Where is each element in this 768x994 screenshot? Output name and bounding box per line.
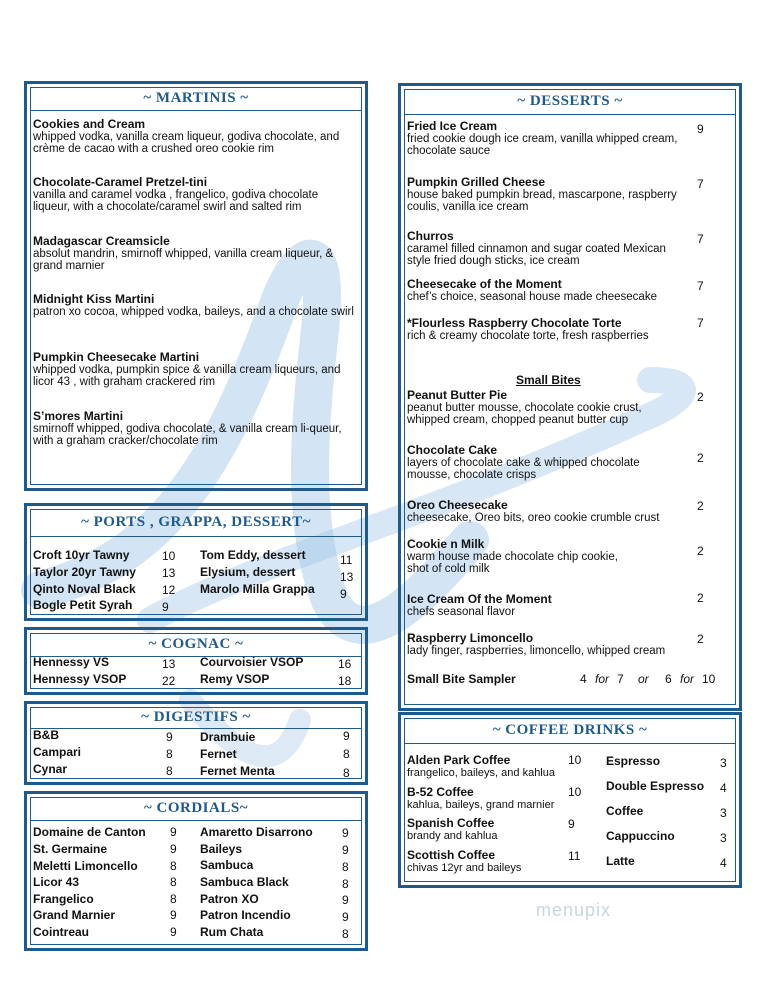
item-desc: chivas 12yr and baileys xyxy=(407,861,522,874)
dessert-price: 7 xyxy=(697,177,704,191)
martini-item xyxy=(33,118,355,156)
martini-item xyxy=(33,410,355,448)
sampler-qty-a: 4 xyxy=(580,672,587,686)
cordial-name: Licor 43 xyxy=(33,875,80,889)
coffee-price: 4 xyxy=(720,781,727,795)
item-desc: layers of chocolate cake & whipped chocolate mousse, chocolate crisps xyxy=(407,456,640,481)
item-name: Chocolate Cake xyxy=(407,443,498,457)
item-name: Midnight Kiss Martini xyxy=(33,292,155,306)
digestif-price: 8 xyxy=(166,747,173,761)
cordial-price: 9 xyxy=(342,843,349,857)
cordials-title: ~ CORDIALS~ xyxy=(143,800,249,816)
coffee-item xyxy=(407,786,577,811)
cordial-name: Baileys xyxy=(200,842,243,856)
sampler-for-2: for xyxy=(680,672,695,686)
martini-item xyxy=(33,176,355,214)
digestifs-section xyxy=(24,701,368,785)
item-name: Pumpkin Grilled Cheese xyxy=(407,175,546,189)
digestif-price: 8 xyxy=(343,766,350,780)
item-name: Fried Ice Cream xyxy=(407,119,498,133)
cordial-price: 8 xyxy=(170,892,177,906)
cognac-name: Hennessy VS xyxy=(33,655,110,669)
item-name: Raspberry Limoncello xyxy=(407,631,534,645)
coffee-price: 4 xyxy=(720,856,727,870)
small-bite-item xyxy=(407,389,657,427)
cordial-price: 8 xyxy=(342,860,349,874)
item-desc: vanilla and caramel vodka , frangelico, godiva chocolate liqueur, with a chocolate/caramel swirl and salted rim xyxy=(33,188,319,213)
martinis-title: ~ MARTINIS ~ xyxy=(143,90,249,106)
cordial-name: Meletti Limoncello xyxy=(33,859,138,873)
coffee-title: ~ COFFEE DRINKS ~ xyxy=(492,722,648,738)
cordial-price: 8 xyxy=(342,927,349,941)
item-name: Scottish Coffee xyxy=(407,848,496,862)
cordial-name: Rum Chata xyxy=(200,925,264,939)
cordial-price: 9 xyxy=(170,825,177,839)
port-name: Elysium, dessert xyxy=(200,565,296,579)
item-desc: rich & creamy chocolate torte, fresh raspberries xyxy=(407,329,649,342)
coffee-item xyxy=(407,849,577,874)
cordial-name: Sambuca Black xyxy=(200,875,289,889)
item-name: *Flourless Raspberry Chocolate Torte xyxy=(407,316,622,330)
small-bite-price: 2 xyxy=(697,499,704,513)
item-desc: patron xo cocoa, whipped vodka, baileys, and a chocolate swirl xyxy=(33,305,354,318)
item-name: Ice Cream Of the Moment xyxy=(407,592,552,606)
cordial-price: 9 xyxy=(342,826,349,840)
coffee-name: Cappuccino xyxy=(606,829,675,843)
coffee-name: Double Espresso xyxy=(606,779,705,793)
small-bite-item xyxy=(407,444,657,482)
coffee-price: 3 xyxy=(720,831,727,845)
port-price: 12 xyxy=(162,583,176,597)
small-bite-item xyxy=(407,499,687,524)
digestif-name: Drambuie xyxy=(200,730,256,744)
port-name: Croft 10yr Tawny xyxy=(33,548,130,562)
port-price: 9 xyxy=(340,587,347,601)
item-desc: smirnoff whipped, godiva chocolate, & vanilla cream li-queur, with a graham cracker/chocolate rim xyxy=(33,422,342,447)
sampler-price-d: 10 xyxy=(702,672,716,686)
item-desc: cheesecake, Oreo bits, oreo cookie crumble crust xyxy=(407,511,660,524)
cognac-price: 13 xyxy=(162,657,176,671)
coffee-price: 10 xyxy=(568,753,582,767)
digestif-name: Fernet Menta xyxy=(200,764,275,778)
dessert-price: 9 xyxy=(697,122,704,136)
cordial-name: Amaretto Disarrono xyxy=(200,825,313,839)
item-desc: lady finger, raspberries, limoncello, whipped cream xyxy=(407,644,666,657)
digestif-name: Campari xyxy=(33,745,82,759)
cordial-name: Grand Marnier xyxy=(33,908,116,922)
cordial-price: 9 xyxy=(170,925,177,939)
small-bite-item xyxy=(407,632,697,657)
item-desc: absolut mandrin, smirnoff whipped, vanilla cream liqueur, & grand marnier xyxy=(33,247,334,272)
cordial-price: 9 xyxy=(170,842,177,856)
cognac-price: 22 xyxy=(162,674,176,688)
coffee-item xyxy=(407,754,577,779)
item-name: Madagascar Creamsicle xyxy=(33,234,170,248)
menupix-watermark: menupix xyxy=(536,900,612,920)
digestifs-title: ~ DIGESTIFS ~ xyxy=(141,709,251,725)
cordial-name: Frangelico xyxy=(33,892,94,906)
cordial-price: 8 xyxy=(342,877,349,891)
cordial-name: Domaine de Canton xyxy=(33,825,146,839)
item-name: Oreo Cheesecake xyxy=(407,498,508,512)
cordial-name: Patron Incendio xyxy=(200,908,291,922)
martini-item xyxy=(33,293,355,318)
digestif-price: 8 xyxy=(166,764,173,778)
item-desc: whipped vodka, vanilla cream liqueur, godiva chocolate, and crème de cacao with a crushed oreo cookie rim xyxy=(33,130,340,155)
dessert-item xyxy=(407,230,687,268)
item-name: Cookie n Milk xyxy=(407,537,485,551)
item-desc: caramel filled cinnamon and sugar coated Mexican style fried dough sticks, ice cream xyxy=(407,242,666,267)
coffee-item xyxy=(407,817,577,842)
item-name: Churros xyxy=(407,229,454,243)
item-desc: fried cookie dough ice cream, vanilla whipped cream, chocolate sauce xyxy=(407,132,678,157)
dessert-item xyxy=(407,278,687,303)
coffee-name: Latte xyxy=(606,854,635,868)
small-bite-price: 2 xyxy=(697,390,704,404)
cognac-title: ~ COGNAC ~ xyxy=(148,636,244,652)
coffee-price: 3 xyxy=(720,756,727,770)
coffee-name: Espresso xyxy=(606,754,661,768)
small-bite-price: 2 xyxy=(697,632,704,646)
small-bite-price: 2 xyxy=(697,591,704,605)
small-bite-price: 2 xyxy=(697,451,704,465)
coffee-price: 11 xyxy=(568,849,581,863)
sampler-or: or xyxy=(638,672,649,686)
coffee-price: 9 xyxy=(568,817,575,831)
port-name: Bogle Petit Syrah xyxy=(33,598,133,612)
martini-item xyxy=(33,351,355,389)
port-price: 13 xyxy=(340,570,354,584)
item-desc: chef’s choice, seasonal house made cheesecake xyxy=(407,290,657,303)
small-bite-price: 2 xyxy=(697,544,704,558)
small-bites-title: Small Bites xyxy=(516,373,581,387)
item-desc: warm house made chocolate chip cookie, shot of cold milk xyxy=(407,550,618,575)
sampler-for-1: for xyxy=(595,672,610,686)
item-name: Peanut Butter Pie xyxy=(407,388,508,402)
item-name: Alden Park Coffee xyxy=(407,753,511,767)
item-name: Chocolate-Caramel Pretzel-tini xyxy=(33,175,208,189)
cognac-name: Courvoisier VSOP xyxy=(200,655,304,669)
cognac-price: 16 xyxy=(338,657,352,671)
digestif-price: 8 xyxy=(343,747,350,761)
small-bite-item xyxy=(407,538,637,576)
cordial-price: 8 xyxy=(170,875,177,889)
cordial-price: 8 xyxy=(170,859,177,873)
cognac-price: 18 xyxy=(338,674,352,688)
item-name: Spanish Coffee xyxy=(407,816,495,830)
port-price: 13 xyxy=(162,566,176,580)
martini-item xyxy=(33,235,355,273)
cordial-name: Patron XO xyxy=(200,892,259,906)
item-desc: peanut butter mousse, chocolate cookie crust, whipped cream, chopped peanut butter cup xyxy=(407,401,642,426)
dessert-price: 7 xyxy=(697,279,704,293)
dessert-item xyxy=(407,120,687,158)
dessert-price: 7 xyxy=(697,232,704,246)
sampler-qty-c: 6 xyxy=(665,672,672,686)
desserts-title: ~ DESSERTS ~ xyxy=(517,93,623,109)
item-name: B-52 Coffee xyxy=(407,785,474,799)
item-name: S’mores Martini xyxy=(33,409,124,423)
digestif-price: 9 xyxy=(166,730,173,744)
port-name: Taylor 20yr Tawny xyxy=(33,565,136,579)
digestif-name: Cynar xyxy=(33,762,68,776)
sampler-price-b: 7 xyxy=(617,672,624,686)
cordial-price: 9 xyxy=(170,908,177,922)
cordial-price: 9 xyxy=(342,910,349,924)
item-name: Cookies and Cream xyxy=(33,117,146,131)
digestif-price: 9 xyxy=(343,729,350,743)
digestif-name: B&B xyxy=(33,728,59,742)
coffee-price: 3 xyxy=(720,806,727,820)
ports-title: ~ PORTS , GRAPPA, DESSERT~ xyxy=(81,514,311,530)
port-price: 11 xyxy=(340,553,353,567)
coffee-name: Coffee xyxy=(606,804,644,818)
item-desc: whipped vodka, pumpkin spice & vanilla cream liqueurs, and licor 43 , with graham crackered rim xyxy=(33,363,341,388)
port-name: Tom Eddy, dessert xyxy=(200,548,306,562)
small-bite-item xyxy=(407,593,687,618)
sampler-name: Small Bite Sampler xyxy=(407,672,516,686)
coffee-price: 10 xyxy=(568,785,582,799)
port-name: Marolo Milla Grappa xyxy=(200,582,315,596)
port-price: 10 xyxy=(162,549,176,563)
item-name: Pumpkin Cheesecake Martini xyxy=(33,350,200,364)
item-name: Cheesecake of the Moment xyxy=(407,277,562,291)
cordial-name: Sambuca xyxy=(200,858,254,872)
port-name: Qinto Noval Black xyxy=(33,582,136,596)
item-desc: house baked pumpkin bread, mascarpone, raspberry coulis, vanilla ice cream xyxy=(407,188,677,213)
item-desc: brandy and kahlua xyxy=(407,829,498,842)
cognac-name: Hennessy VSOP xyxy=(33,672,127,686)
item-desc: kahlua, baileys, grand marnier xyxy=(407,798,555,811)
digestif-name: Fernet xyxy=(200,747,237,761)
item-desc: frangelico, baileys, and kahlua xyxy=(407,766,555,779)
cordial-price: 9 xyxy=(342,893,349,907)
dessert-item xyxy=(407,317,697,342)
cognac-name: Remy VSOP xyxy=(200,672,270,686)
item-desc: chefs seasonal flavor xyxy=(407,605,516,618)
cordial-name: St. Germaine xyxy=(33,842,108,856)
dessert-item xyxy=(407,176,687,214)
port-price: 9 xyxy=(162,600,169,614)
cordial-name: Cointreau xyxy=(33,925,90,939)
dessert-price: 7 xyxy=(697,316,704,330)
